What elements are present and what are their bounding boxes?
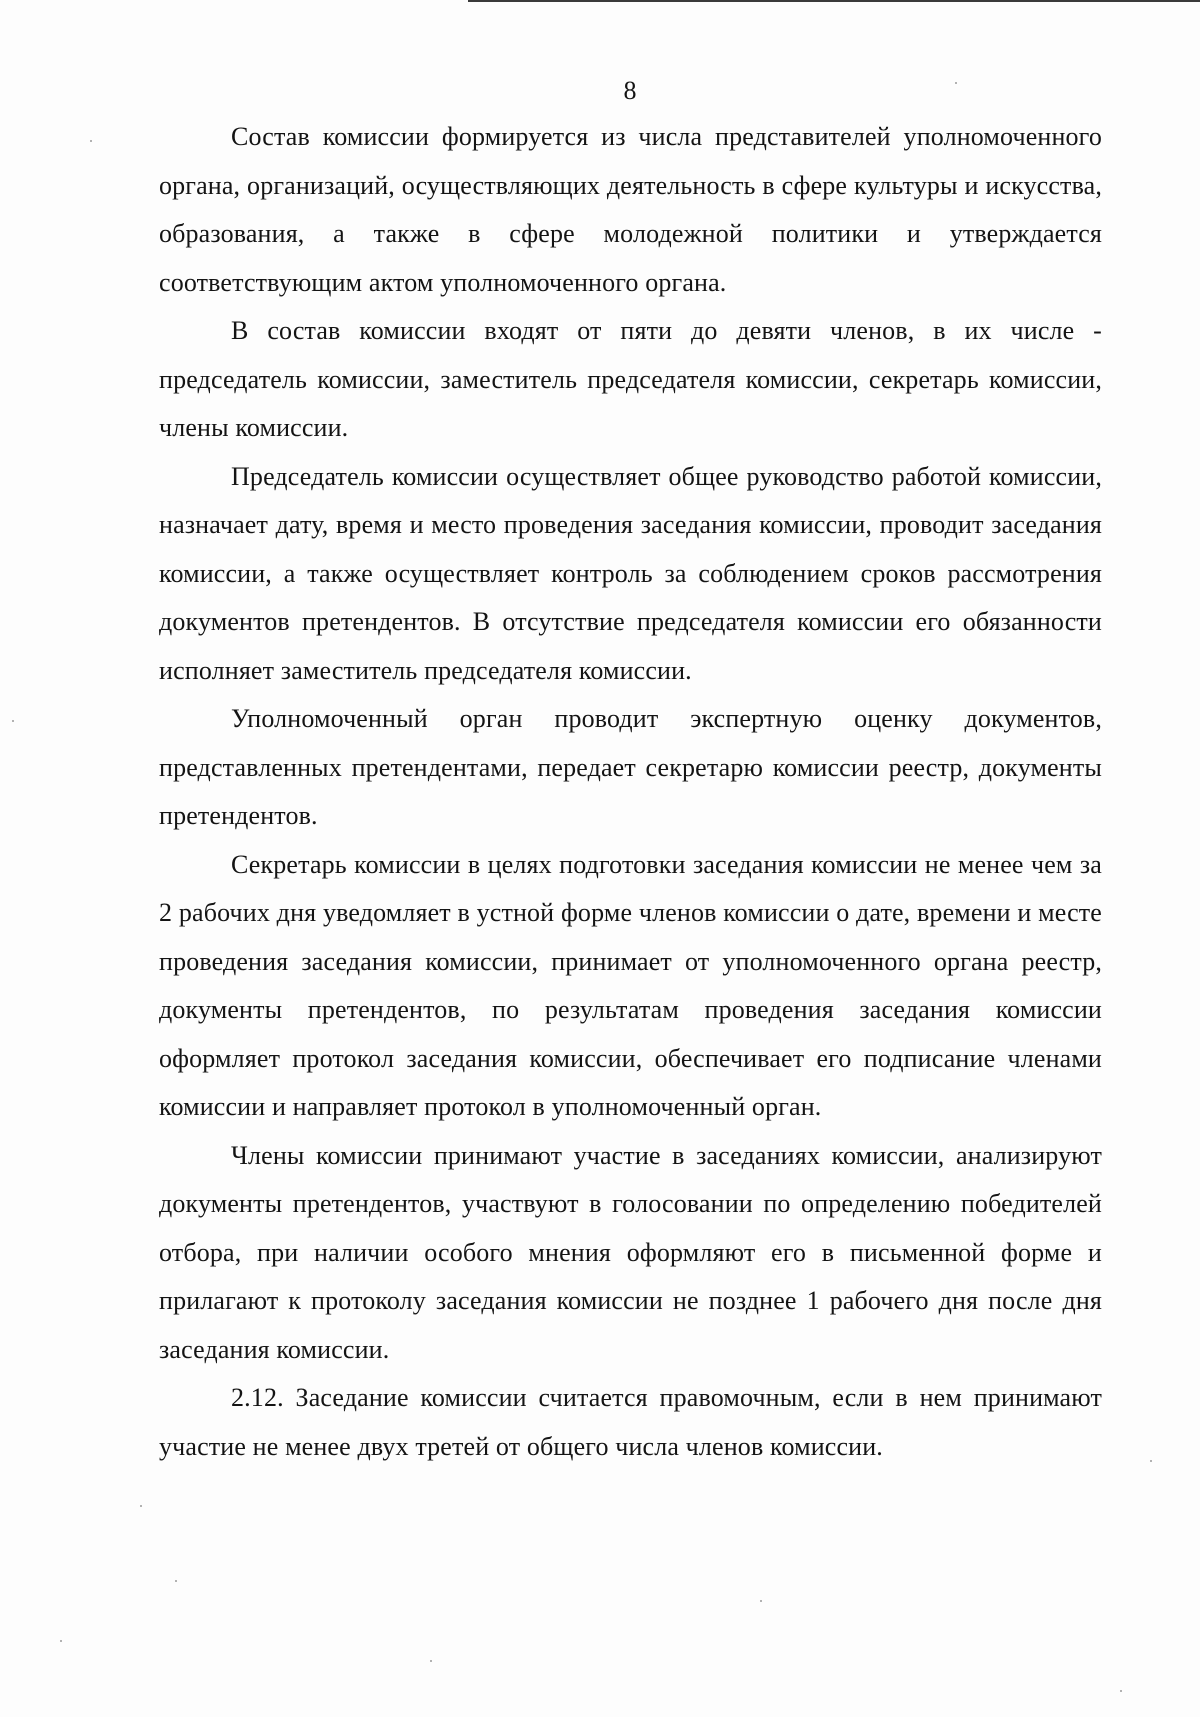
scan-speck <box>1150 1460 1152 1462</box>
document-body <box>159 113 1102 1471</box>
paragraph-commission-composition: Состав комиссии формируется из числа представителей уполномоченного органа, организаций, осуществляющих деятельность в сфере культуры и искусства, образования, а также в сфере молодежной политики и утверждается соответствующим актом уполномоченного органа. <box>159 122 1102 297</box>
paragraph-secretary-duties: Секретарь комиссии в целях подготовки заседания комиссии не менее чем за 2 рабочих дня уведомляет в устной форме членов комиссии о дате, времени и месте проведения заседания комиссии, принимает от уполномоченного органа реестр, документы претендентов, по результатам проведения заседания комиссии оформляет протокол заседания комиссии, обеспечивает его подписание членами комиссии и направляет протокол в уполномоченный орган. <box>159 849 1102 1121</box>
scan-speck <box>760 1600 762 1602</box>
paragraph-commission-members-count: В состав комиссии входят от пяти до девяти членов, в их числе - председатель комиссии, заместитель председателя комиссии, секретарь комиссии, члены комиссии. <box>159 316 1102 442</box>
scan-speck <box>430 1660 432 1662</box>
page-number: 8 <box>623 76 637 105</box>
scan-speck <box>1120 1690 1122 1692</box>
scan-speck <box>12 720 14 722</box>
scan-speck <box>60 1640 62 1642</box>
scan-speck <box>175 1580 177 1582</box>
paragraph-chairman-duties: Председатель комиссии осуществляет общее руководство работой комиссии, назначает дату, время и место проведения заседания комиссии, проводит заседания комиссии, а также осуществляет контроль за соблюдением сроков рассмотрения документов претендентов. В отсутствие председателя комиссии его обязанности исполняет заместитель председателя комиссии. <box>159 461 1102 685</box>
paragraph-members-duties: Члены комиссии принимают участие в заседаниях комиссии, анализируют документы претендентов, участвуют в голосовании по определению победителей отбора, при наличии особого мнения оформляют его в письменной форме и прилагают к протоколу заседания комиссии не позднее 1 рабочего дня после дня заседания комиссии. <box>159 1140 1102 1364</box>
scan-speck <box>140 1505 142 1507</box>
paragraph-quorum-clause: 2.12. Заседание комиссии считается правомочным, если в нем принимают участие не менее двух третей от общего числа членов комиссии. <box>159 1383 1102 1461</box>
top-border-line <box>468 0 1200 2</box>
paragraph-authorized-body-review: Уполномоченный орган проводит экспертную оценку документов, представленных претендентами, передает секретарю комиссии реестр, документы претендентов. <box>159 704 1102 830</box>
scan-speck <box>90 140 92 142</box>
scan-speck <box>955 82 957 84</box>
